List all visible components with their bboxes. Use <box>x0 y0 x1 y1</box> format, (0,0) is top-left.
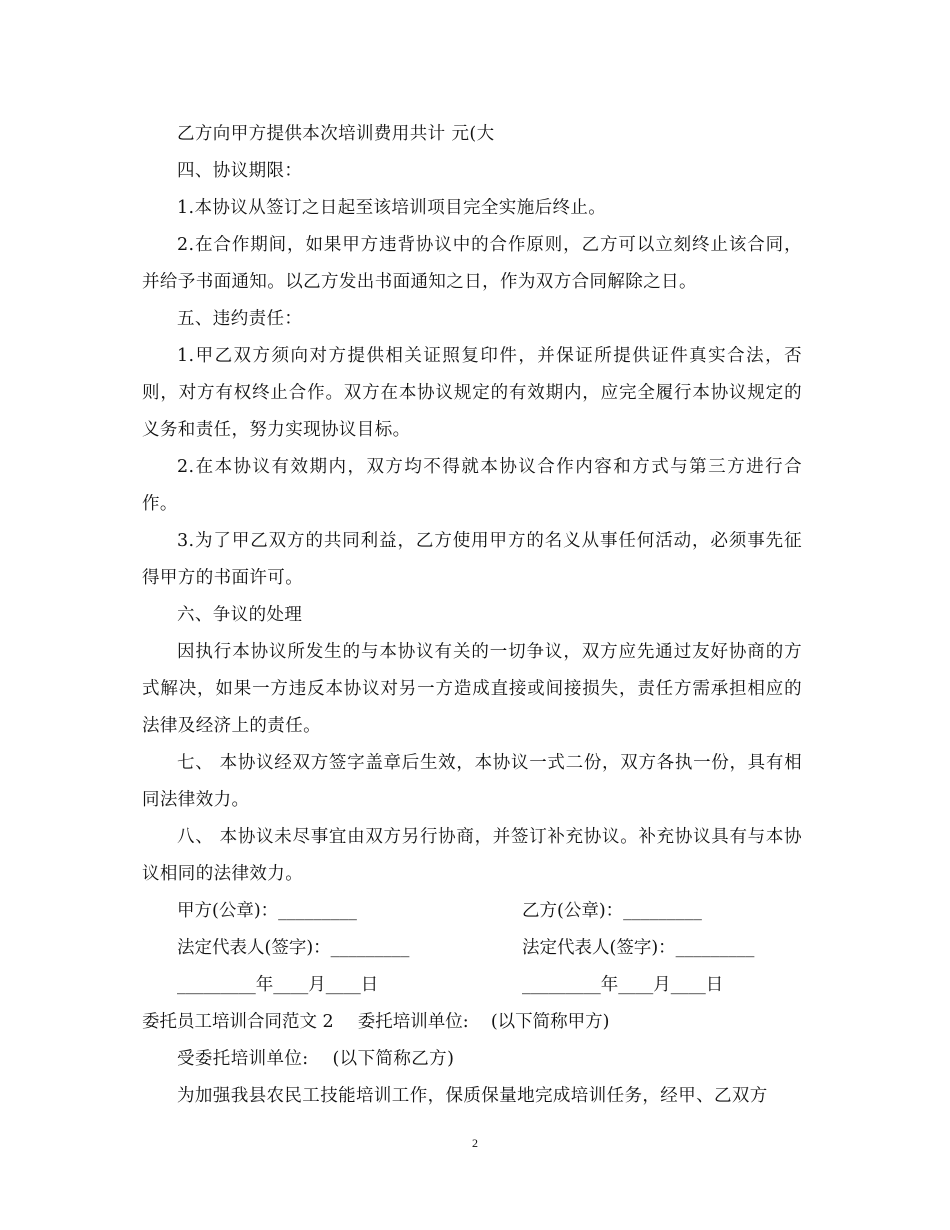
party-a-rep-field: 法定代表人(签字)：_________ <box>177 938 410 958</box>
page-number: 2 <box>472 1136 478 1150</box>
signature-row-representative <box>142 930 802 967</box>
paragraph-dispute: 因执行本协议所发生的与本协议有关的一切争议，双方应先通过友好协商的方式解决，如果一方违反本协议对另一方造成直接或间接损失，责任方需承担相应的法律及经济上的责任。 <box>142 642 802 736</box>
paragraph-breach-1: 1.甲乙双方须向对方提供相关证照复印件，并保证所提供证件真实合法，否则，对方有权终止合作。双方在本协议规定的有效期内，应完全履行本协议规定的义务和责任，努力实现协议目标。 <box>142 346 802 440</box>
paragraph-term-1: 1.本协议从签订之日起至该培训项目完全实施后终止。 <box>177 198 607 218</box>
party-a-seal-field: 甲方(公章)：_________ <box>177 901 357 921</box>
heading-dispute-resolution: 六、争议的处理 <box>177 605 303 625</box>
paragraph-clause-7: 七、 本协议经双方签字盖章后生效，本协议一式二份，双方各执一份，具有相同法律效力。 <box>142 753 802 810</box>
next-section-title: 委托员工培训合同范文 2 <box>142 1012 334 1032</box>
party-a-date-field: _________年____月____日 <box>177 975 379 995</box>
heading-agreement-term: 四、协议期限： <box>177 161 303 181</box>
paragraph-breach-3: 3.为了甲乙双方的共同利益，乙方使用甲方的名义从事任何活动，必须事先征得甲方的书面许可。 <box>142 531 802 588</box>
paragraph-fee: 乙方向甲方提供本次培训费用共计 元(大 <box>177 124 495 144</box>
signature-row-seal <box>142 893 802 930</box>
party-b-rep-field: 法定代表人(签字)：_________ <box>522 938 755 958</box>
paragraph-clause-8: 八、 本协议未尽事宜由双方另行协商，并签订补充协议。补充协议具有与本协议相同的法律效力。 <box>142 827 802 884</box>
next-section-title-row <box>142 1004 802 1041</box>
paragraph-breach-2: 2.在本协议有效期内，双方均不得就本协议合作内容和方式与第三方进行合作。 <box>142 457 802 514</box>
signature-row-date <box>142 967 802 1004</box>
trainee-unit-line: 受委托培训单位: (以下简称乙方) <box>177 1049 455 1069</box>
client-unit-line: 委托培训单位: (以下简称甲方) <box>357 1012 610 1032</box>
document-body <box>142 116 802 1115</box>
heading-breach-liability: 五、违约责任： <box>177 309 303 329</box>
paragraph-term-2: 2.在合作期间，如果甲方违背协议中的合作原则，乙方可以立刻终止该合同，并给予书面通知。以乙方发出书面通知之日，作为双方合同解除之日。 <box>142 235 802 292</box>
party-b-date-field: _________年____月____日 <box>522 975 724 995</box>
party-b-seal-field: 乙方(公章)：_________ <box>522 901 702 921</box>
next-section-intro: 为加强我县农民工技能培训工作，保质保量地完成培训任务，经甲、乙双方 <box>177 1086 768 1106</box>
